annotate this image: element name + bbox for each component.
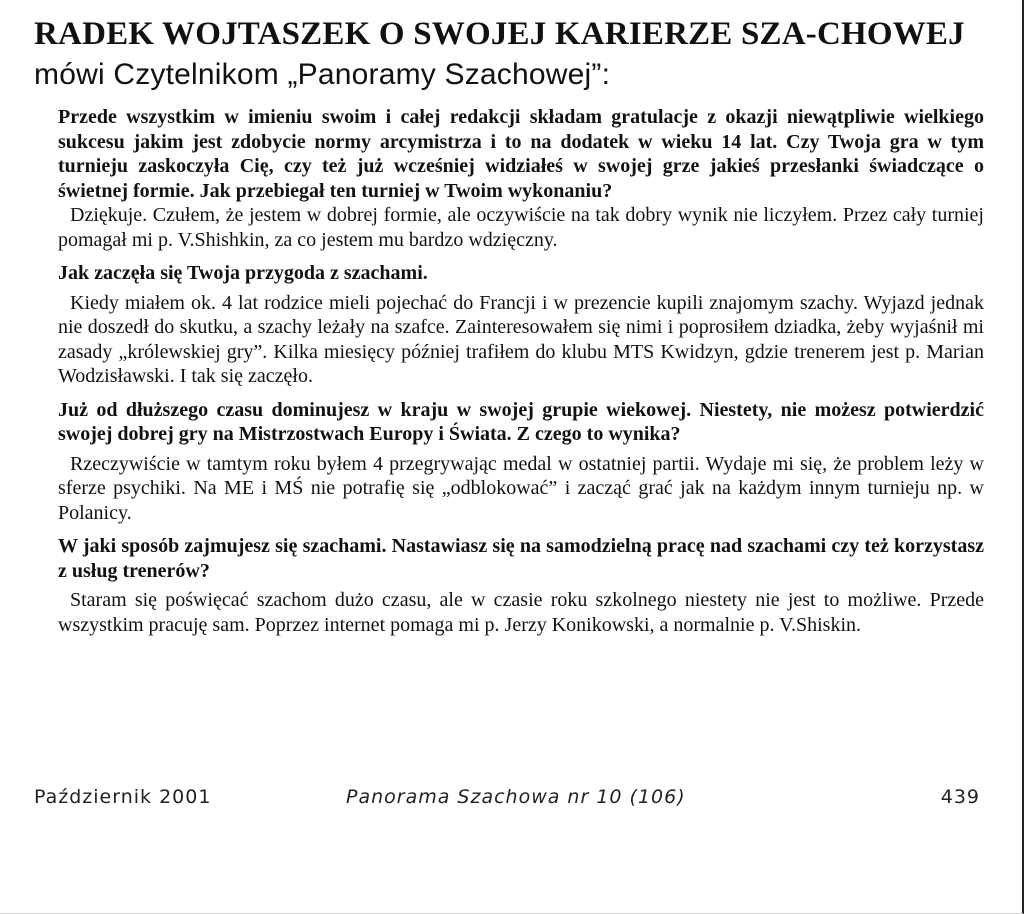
- answer-2: Kiedy miałem ok. 4 lat rodzice mieli pojechać do Francji i w prezencie kupili znajomym szachy. Wyjazd jednak nie doszedł do skutku, a szachy leżały na szafce. Zainteresowałem się nimi i poprosiłem dziadka, żeby wyjaśnił mi zasady „królewskiej gry”. Kilka miesięcy później trafiłem do klubu MTS Kwidzyn, gdzie trenerem jest p. Marian Wodzisławski. I tak się zaczęło.: [58, 291, 984, 387]
- question-4: W jaki sposób zajmujesz się szachami. Nastawiasz się na samodzielną pracę nad szachami czy też korzystasz z usług trenerów?: [58, 535, 984, 582]
- question-2: Jak zaczęła się Twoja przygoda z szachami.: [58, 262, 428, 284]
- footer-publication: Panorama Szachowa nr 10 (106): [346, 786, 686, 808]
- footer-date: Październik 2001: [34, 786, 212, 808]
- article-title: [34, 14, 984, 95]
- question-1: Przede wszystkim w imieniu swoim i całej redakcji składam gratulacje z okazji niewątpliwie wielkiego sukcesu jakim jest zdobycie normy arcymistrza i to na dodatek w wieku 14 lat. Czy Twoja gra w tym turnieju zaskoczyła Cię, czy też już wcześniej widziałeś w swojej grze jakieś przesłanki świadczące o świetnej formie. Jak przebiegał ten turniej w Twoim wykonaniu?: [58, 106, 984, 202]
- article-title-bold: RADEK WOJTASZEK O SWOJEJ KARIERZE SZA-CHOWEJ: [34, 16, 965, 52]
- answer-1: Dziękuje. Czułem, że jestem w dobrej formie, ale oczywiście na tak dobry wynik nie liczyłem. Przez cały turniej pomagał mi p. V.Shishkin, za co jestem mu bardzo wdzięczny.: [58, 204, 984, 251]
- question-3: Już od dłuższego czasu dominujesz w kraju w swojej grupie wiekowej. Niestety, nie możesz potwierdzić swojej dobrej gry na Mistrzostwach Europy i Świata. Z czego to wynika?: [58, 398, 984, 445]
- article: [34, 14, 984, 637]
- article-title-rest: mówi Czytelnikom „Panoramy Szachowej”:: [34, 58, 611, 91]
- footer-page-number: 439: [940, 786, 980, 808]
- answer-3: Rzeczywiście w tamtym roku byłem 4 przegrywając medal w ostatniej partii. Wydaje mi się, że problem leży w sferze psychiki. Na ME i MŚ nie potrafię się „odblokować” i zacząć grać jak na każdym innym turnieju np. w Polanicy.: [58, 452, 984, 524]
- page-footer: [34, 786, 980, 816]
- answer-4: Staram się poświęcać szachom dużo czasu, ale w czasie roku szkolnego niestety nie jest to możliwe. Przede wszystkim pracuję sam. Poprzez internet pomaga mi p. Jerzy Konikowski, a normalnie p. V.Shiskin.: [58, 589, 984, 636]
